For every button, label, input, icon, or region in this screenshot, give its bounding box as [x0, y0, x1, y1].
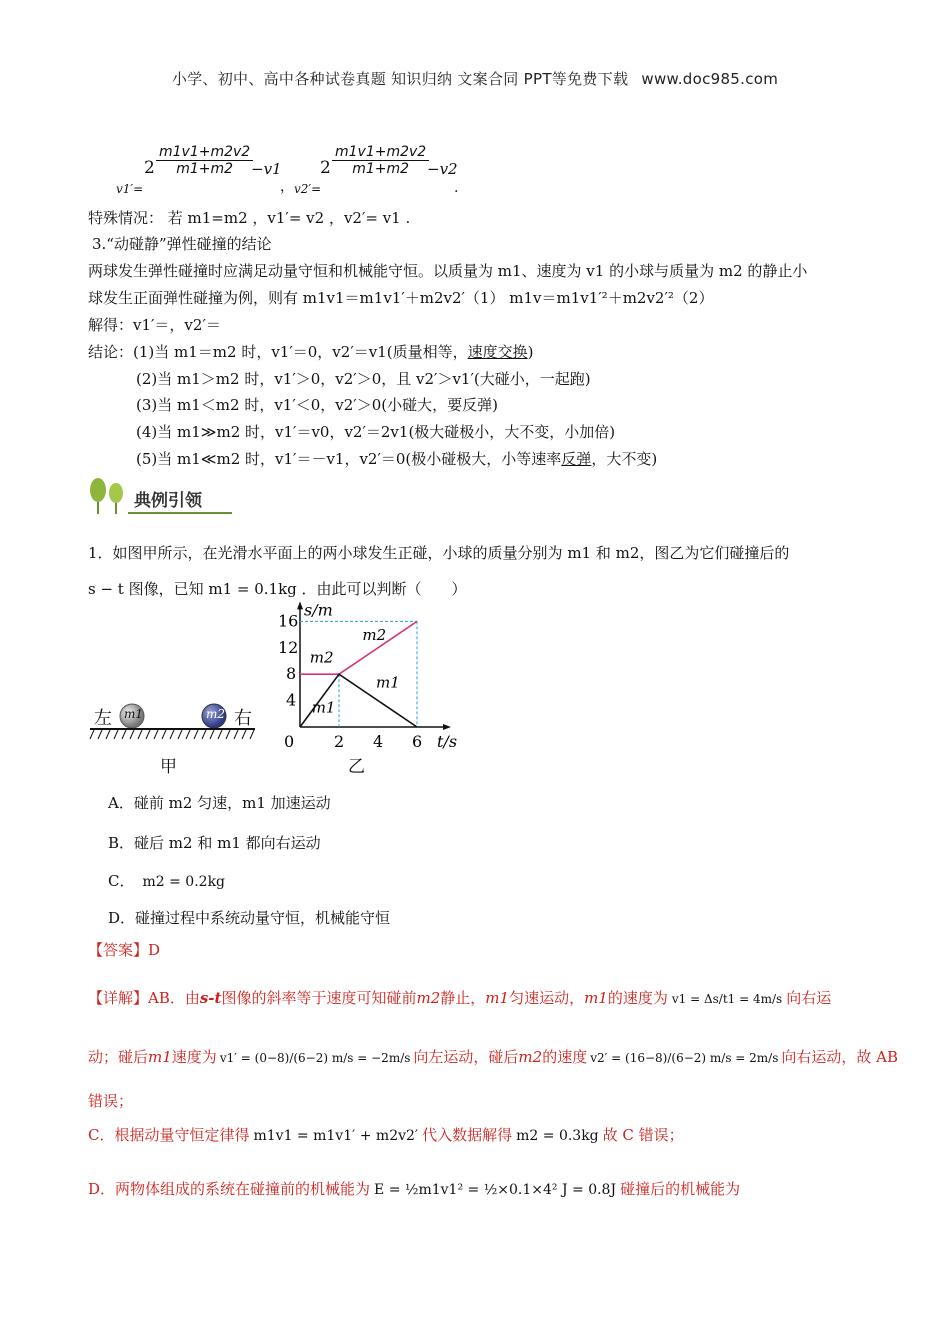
conclusion-underline: 速度交换 [467, 343, 528, 361]
detail-line5 [88, 1176, 740, 1203]
caption-jia: 甲 [160, 757, 177, 777]
x-tick-label: 6 [412, 732, 423, 751]
detail-text: 碰撞后的机械能为 [620, 1180, 741, 1198]
conclusion-text: (5)当 m1≪m2 时，v1′＝－v1，v2′＝0(极小碰极大，小等速率 [136, 450, 562, 468]
fraction-2-den: m1+m2 [352, 161, 410, 177]
option-c[interactable] [108, 870, 225, 891]
formula-v2-prime: v2′ = (16−8)/(6−2) m/s = 2m/s [590, 1051, 779, 1065]
series-label: m1 [311, 698, 336, 717]
detail-text: m2 [518, 1048, 543, 1066]
detail-text: 动；碰后 [88, 1048, 149, 1066]
detail-text: m2 [416, 989, 441, 1007]
ground-hatch [90, 728, 255, 740]
fraction-1 [156, 144, 253, 177]
x-tick-label: 0 [284, 732, 295, 751]
detail-text: 的速度 [542, 1048, 588, 1066]
detail-text: C．根据动量守恒定律得 [88, 1126, 250, 1144]
conclusion-2: (2)当 m1＞m2 时，v1′＞0，v2′＞0，且 v2′＞v1′(大碰小，一起跑) [136, 370, 591, 388]
fraction-2-num: m1v1+m2v2 [332, 144, 429, 161]
x-tick-label: 2 [334, 732, 345, 751]
option-d[interactable] [108, 907, 390, 928]
question-line1: 1．如图甲所示，在光滑水平面上的两小球发生正碰，小球的质量分别为 m1 和 m2，图乙为它们碰撞后的 [88, 544, 790, 562]
series-label: m2 [309, 648, 334, 667]
conclusion-5 [136, 446, 657, 472]
detail-text: 速度为 [171, 1048, 217, 1066]
para1-line2: 球发生正面弹性碰撞为例，则有 m1v1＝m1v1′＋m2v2′（1） m1v＝m1v1′²＋m2v2′²（2） [88, 289, 714, 307]
x-axis-label: t/s [437, 732, 458, 751]
detail-text: m1 [148, 1048, 172, 1066]
coef-1: 2 [144, 158, 155, 178]
ball-m1-label: m1 [124, 707, 144, 721]
option-text: 碰前 m2 匀速，m1 加速运动 [133, 794, 331, 812]
conclusion-underline: 反弹 [561, 450, 592, 468]
option-text: m2 = 0.2kg [142, 874, 226, 890]
formula-momentum: m1v1 = m1v1′ + m2v2′ [253, 1128, 419, 1144]
fraction-1-den: m1+m2 [176, 161, 234, 177]
detail-text: 的速度为 [607, 989, 668, 1007]
y-tick-label: 8 [286, 664, 297, 684]
series-label: m1 [376, 673, 400, 692]
formula-m2: m2 = 0.3kg [516, 1128, 599, 1144]
detail-line1 [88, 985, 831, 1012]
conclusion-end: ) [527, 343, 534, 361]
detail-text: 故 C 错误； [602, 1126, 684, 1144]
left-label: 左 [94, 708, 112, 729]
formula-v1-prime: v1′ = (0−8)/(6−2) m/s = −2m/s [219, 1051, 411, 1065]
option-key: C． [108, 872, 135, 890]
caption-yi: 乙 [348, 757, 365, 777]
conclusion-text: (1)当 m1＝m2 时，v1′＝0，v2′＝v1(质量相等， [133, 343, 468, 361]
y-tick-label: 4 [286, 690, 297, 710]
detail-line2 [88, 1044, 898, 1071]
option-text: 碰撞过程中系统动量守恒，机械能守恒 [135, 909, 391, 927]
detail-text: m1 [584, 989, 608, 1007]
page-header [0, 68, 950, 89]
formula-block [116, 140, 476, 200]
header-url[interactable]: www.doc985.com [641, 70, 779, 88]
detail-text: 静止， [440, 989, 486, 1007]
y-tick-label: 12 [278, 637, 299, 657]
fraction-1-num: m1v1+m2v2 [156, 144, 253, 161]
conclusion-label: 结论： [88, 343, 134, 361]
series-label: m2 [362, 625, 387, 644]
conclusion-3: (3)当 m1＜m2 时，v1′＜0，v2′＞0(小碰大，要反弹) [136, 396, 498, 414]
v1-label: v1′= [116, 182, 144, 196]
detail-text: 匀速运动， [509, 989, 585, 1007]
option-b[interactable] [108, 832, 321, 853]
option-key: A． [108, 794, 134, 812]
minus-v1: −v1 [251, 160, 282, 178]
section3-title: 3.“动碰静”弹性碰撞的结论 [92, 235, 272, 253]
x-axis-arrow [443, 724, 451, 730]
detail-line3: 错误； [88, 1092, 134, 1110]
st-chart [270, 600, 470, 772]
option-text: 碰后 m2 和 m1 都向右运动 [134, 834, 321, 852]
ball-m2-label: m2 [206, 707, 226, 721]
detail-text: m1 [485, 989, 510, 1007]
formula-v1: v1 = Δs/t1 = 4m/s [671, 992, 783, 1006]
y-axis-label: s/m [304, 600, 333, 620]
fraction-2 [332, 144, 429, 177]
banner-underline [128, 512, 232, 514]
answer: 【答案】D [88, 941, 161, 959]
header-text: 小学、初中、高中各种试卷真题 知识归纳 文案合同 PPT等免费下载 [171, 70, 629, 88]
option-a[interactable] [108, 792, 331, 813]
option-key: B． [108, 834, 135, 852]
conclusion-4: (4)当 m1≫m2 时，v1′＝v0，v2′＝2v1(极大碰极小，大不变，小加倍) [136, 423, 616, 441]
detail-text: 向右运 [786, 989, 832, 1007]
detail-text: 向右运动，故 AB [781, 1048, 899, 1066]
conclusion-end: ，大不变) [591, 450, 658, 468]
detail-text: 【详解】AB．由 [88, 989, 200, 1007]
v2-label: v2′= [294, 182, 322, 196]
y-axis-arrow [297, 601, 303, 609]
period: . [454, 180, 459, 196]
option-key: D． [108, 909, 136, 927]
formula-energy: E = ½m1v1² = ½×0.1×4² J = 0.8J [374, 1182, 617, 1198]
para1-line1: 两球发生弹性碰撞时应满足动量守恒和机械能守恒。以质量为 m1、速度为 v1 的小球与质量为 m2 的静止小 [88, 262, 808, 280]
x-tick-label: 4 [373, 732, 384, 751]
banner-title: 典例引领 [134, 491, 202, 511]
y-tick-label: 16 [278, 611, 299, 631]
tree-icon [88, 476, 132, 516]
comma-1: ， [280, 179, 294, 195]
detail-line4 [88, 1122, 684, 1149]
example-banner [88, 476, 234, 516]
coef-2: 2 [320, 158, 331, 178]
figure-jia [90, 700, 260, 780]
special-case: 特殊情况： 若 m1=m2 ，v1′= v2 ，v2′= v1 . [88, 209, 411, 227]
detail-text: s-t [199, 989, 222, 1007]
detail-text: 代入数据解得 [422, 1126, 513, 1144]
solve-line: 解得：v1′＝，v2′＝ [88, 316, 221, 334]
right-label: 右 [234, 708, 252, 729]
conclusion-1 [88, 339, 533, 365]
detail-text: 图像的斜率等于速度可知碰前 [221, 989, 417, 1007]
detail-text: 向左运动，碰后 [413, 1048, 519, 1066]
question-line2: s − t 图像，已知 m1 = 0.1kg ．由此可以判断（ ） [88, 580, 467, 598]
minus-v2: −v2 [427, 160, 458, 178]
detail-text: D．两物体组成的系统在碰撞前的机械能为 [88, 1180, 371, 1198]
